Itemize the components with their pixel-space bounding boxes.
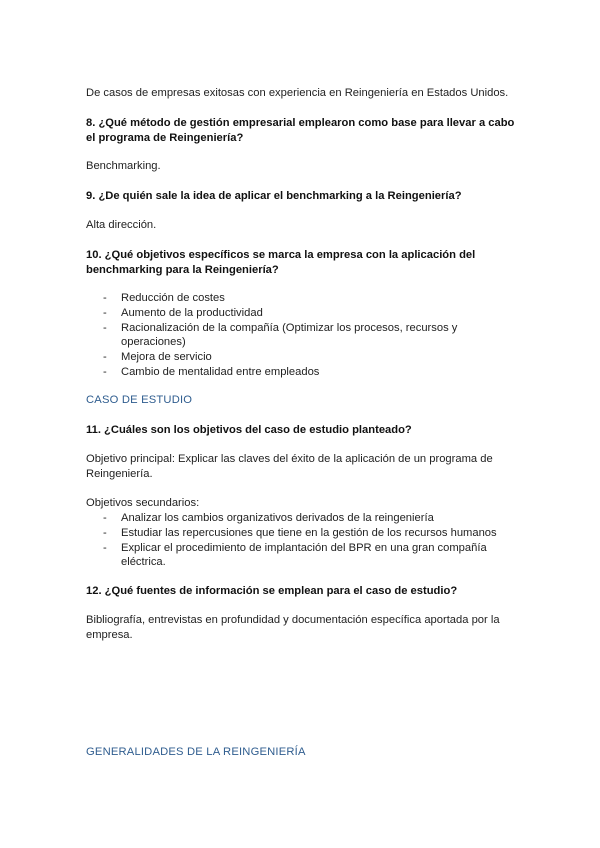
list-item: - Mejora de servicio <box>103 351 212 364</box>
question-10: 10. ¿Qué objetivos específicos se marca la empresa con la aplicación del benchmarking para la Reingeniería? <box>86 249 476 276</box>
list-item: - Cambio de mentalidad entre empleados <box>103 365 320 378</box>
answer-9: Alta dirección. <box>86 219 157 231</box>
list-item: - Reducción de costes <box>103 292 225 304</box>
answer-11-secondary-label: Objetivos secundarios: <box>86 497 200 509</box>
answer-11-list <box>86 511 516 570</box>
answer-8: Benchmarking. <box>86 160 161 172</box>
question-11: 11. ¿Cuáles son los objetivos del caso de estudio planteado? <box>86 424 412 436</box>
list-item: - Racionalización de la compañía (Optimizar los procesos, recursos y operaciones) <box>103 321 458 349</box>
section-heading-generalities: GENERALIDADES DE LA REINGENIERÍA <box>86 746 306 758</box>
list-item: - Estudiar las repercusiones que tiene en la gestión de los recursos humanos <box>103 526 497 539</box>
section-heading-case-study: CASO DE ESTUDIO <box>86 394 193 406</box>
answer-10-list <box>86 291 516 380</box>
question-12: 12. ¿Qué fuentes de información se emplean para el caso de estudio? <box>86 585 458 597</box>
list-item: - Aumento de la productividad <box>103 306 263 319</box>
list-item: - Explicar el procedimiento de implantación del BPR en una gran compañía eléctrica. <box>103 541 487 569</box>
question-9: 9. ¿De quién sale la idea de aplicar el benchmarking a la Reingeniería? <box>86 190 462 202</box>
answer-12: Bibliografía, entrevistas en profundidad y documentación específica aportada por la empresa. <box>86 614 500 641</box>
list-item: - Analizar los cambios organizativos derivados de la reingeniería <box>103 512 434 524</box>
intro-paragraph: De casos de empresas exitosas con experiencia en Reingeniería en Estados Unidos. <box>86 87 509 99</box>
answer-11-main: Objetivo principal: Explicar las claves del éxito de la aplicación de un programa de Reingeniería. <box>86 453 493 480</box>
question-8: 8. ¿Qué método de gestión empresarial emplearon como base para llevar a cabo el programa de Reingeniería? <box>86 117 515 144</box>
